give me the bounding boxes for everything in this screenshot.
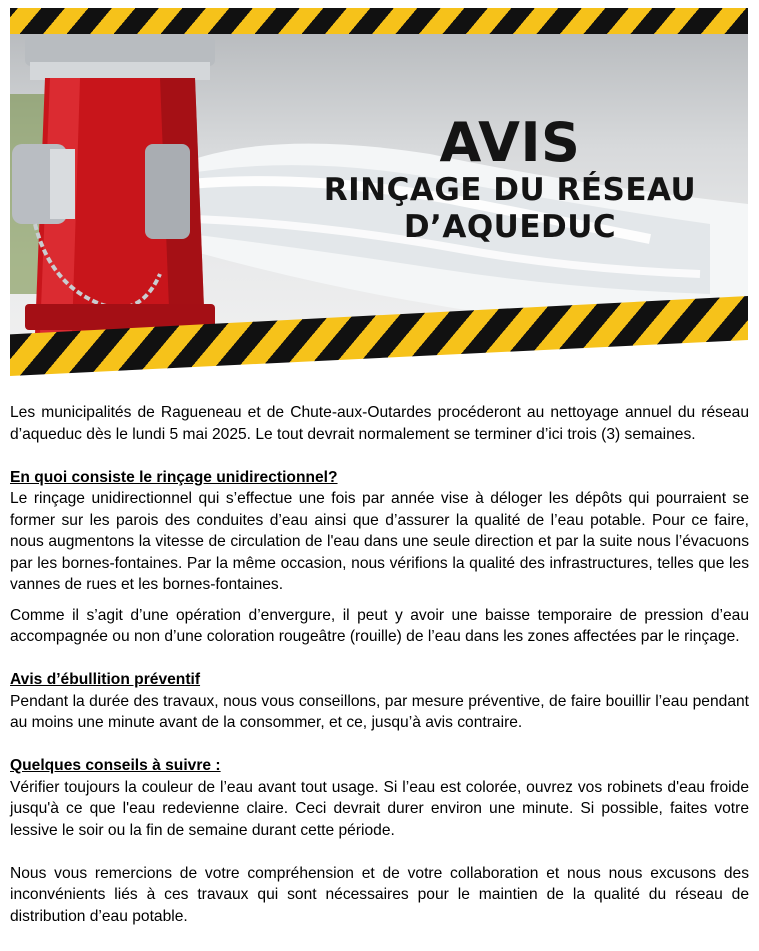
rinsing-heading: En quoi consiste le rinçage unidirectionnel? (10, 468, 338, 486)
closing-paragraph: Nous vous remercions de votre compréhension et de votre collaboration et nous nous excusons des inconvénients liés à ces travaux qui sont nécessaires pour le maintien de la qualité du réseau de distribution d’eau potable. (10, 864, 749, 925)
tips-heading: Quelques conseils à suivre : (10, 757, 221, 774)
notice-body (10, 402, 749, 927)
notice-banner (10, 8, 748, 376)
hazard-stripe-top (10, 8, 748, 34)
banner-title: AVIS (439, 111, 581, 174)
banner-subtitle-line1: RINÇAGE DU RÉSEAU (323, 172, 697, 208)
boil-notice-heading: Avis d’ébullition préventif (10, 671, 201, 688)
rinsing-paragraph-1: Le rinçage unidirectionnel qui s’effectue une fois par année vise à déloger les dépôts qui pourraient se former sur les parois des conduites d’eau ainsi que d’assurer la qualité de l’eau potable. Pour ce faire, nous augmentons la vitesse de circulation de l'eau dans une seule direction et par la suite nous l’évacuons par les bornes-fontaines. Par la même occasion, nous vérifions la qualité des infrastructures, telles que les vannes de rues et les bornes-fontaines. (10, 490, 749, 593)
boil-notice-paragraph: Pendant la durée des travaux, nous vous conseillons, par mesure préventive, de faire bouillir l’eau pendant au moins une minute avant de la consommer, et ce, jusqu’à avis contraire. (10, 692, 749, 731)
banner-subtitle-line2: D’AQUEDUC (403, 209, 617, 245)
intro-paragraph: Les municipalités de Ragueneau et de Chute-aux-Outardes procéderont au nettoyage annuel du réseau d’aqueduc dès le lundi 5 mai 2025. Le tout devrait normalement se terminer d’ici trois (3) semaines. (10, 404, 749, 443)
tips-paragraph: Vérifier toujours la couleur de l’eau avant tout usage. Si l’eau est colorée, ouvrez vos robinets d'eau froide jusqu'à ce que l'eau redevienne claire. Ceci devrait durer environ une minute. Si possible, faites votre lessive le soir ou la fin de semaine durant cette période. (10, 778, 749, 839)
rinsing-paragraph-2: Comme il s’agit d’une opération d’envergure, il peut y avoir une baisse temporaire de pression d’eau accompagnée ou non d’une coloration rougeâtre (rouille) de l’eau dans les zones affectées par le rinçage. (10, 606, 749, 645)
banner-heading (310, 111, 710, 246)
